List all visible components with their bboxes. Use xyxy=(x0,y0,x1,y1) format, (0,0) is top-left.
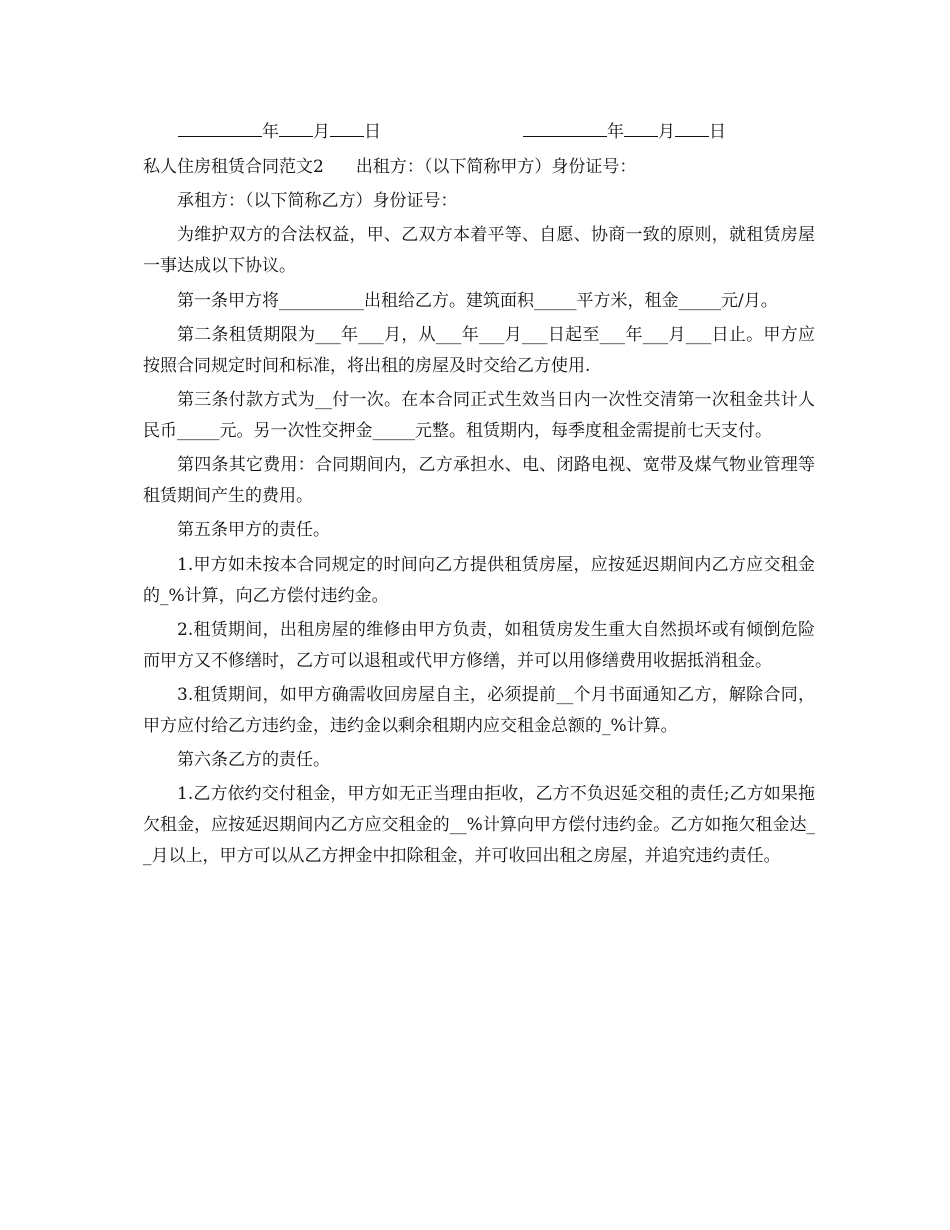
day-label: 日 xyxy=(709,122,726,142)
paragraph-article-5-item-3: 3.租赁期间，如甲方确需收回房屋自主，必须提前__个月书面通知乙方，解除合同，甲方应付给乙方违约金，违约金以剩余租期内应交租金总额的_%计算。 xyxy=(143,684,815,736)
paragraph-article-5-heading: 第五条甲方的责任。 xyxy=(177,520,330,541)
paragraph-article-5-item-2: 2.租赁期间，出租房屋的维修由甲方负责，如租赁房发生重大自然损坏或有倾倒危险而甲方又不修缮时，乙方可以退租或代甲方修缮，并可以用修缮费用收据抵消租金。 xyxy=(143,619,815,671)
paragraph-article-6-heading: 第六条乙方的责任。 xyxy=(177,750,330,771)
month-label: 月 xyxy=(658,122,675,142)
paragraph-article-2: 第二条租赁期限为___年___月，从___年___月___日起至___年___月___日止。甲方应按照合同规定时间和标准，将出租的房屋及时交给乙方使用. xyxy=(143,324,815,376)
day-blank xyxy=(330,120,364,137)
contract-body xyxy=(143,152,815,875)
paragraph-article-3: 第三条付款方式为__付一次。在本合同正式生效当日内一次性交清第一次租金共计人民币_____元。另一次性交押金_____元整。租赁期内，每季度租金需提前七天支付。 xyxy=(143,389,815,441)
day-label: 日 xyxy=(364,122,381,142)
title-line xyxy=(143,152,815,183)
day-blank xyxy=(675,120,709,137)
year-blank xyxy=(178,120,262,137)
year-blank xyxy=(523,120,607,137)
paragraph-article-5-item-1: 1.甲方如未按本合同规定的时间向乙方提供租赁房屋，应按延迟期间内乙方应交租金的_%计算，向乙方偿付违约金。 xyxy=(143,554,815,606)
paragraph-article-6-item-1: 1.乙方依约交付租金，甲方如无正当理由拒收，乙方不负迟延交租的责任;乙方如果拖欠租金，应按延迟期间内乙方应交租金的__%计算向甲方偿付违约金。乙方如拖欠租金达__月以上，甲方可以从乙方押金中扣除租金，并可收回出租之房屋，并追究违约责任。 xyxy=(143,784,815,867)
paragraph-article-1: 第一条甲方将__________出租给乙方。建筑面积_____平方米，租金_____元/月。 xyxy=(177,290,778,311)
month-blank xyxy=(624,120,658,137)
month-blank xyxy=(279,120,313,137)
month-label: 月 xyxy=(313,122,330,142)
paragraph-preamble: 为维护双方的合法权益，甲、乙双方本着平等、自愿、协商一致的原则，就租赁房屋一事达成以下协议。 xyxy=(143,225,815,277)
paragraph-article-4: 第四条其它费用：合同期间内，乙方承担水、电、闭路电视、宽带及煤气物业管理等租赁期间产生的费用。 xyxy=(143,455,815,507)
signature-date-right xyxy=(523,120,726,142)
lessee-line: 承租方：（以下简称乙方）身份证号： xyxy=(177,191,458,212)
lessor-line: 出租方：（以下简称甲方）身份证号： xyxy=(355,157,637,177)
year-label: 年 xyxy=(607,122,624,142)
signature-date-left xyxy=(178,120,381,142)
year-label: 年 xyxy=(262,122,279,142)
document-title: 私人住房租赁合同范文2 xyxy=(143,157,324,177)
